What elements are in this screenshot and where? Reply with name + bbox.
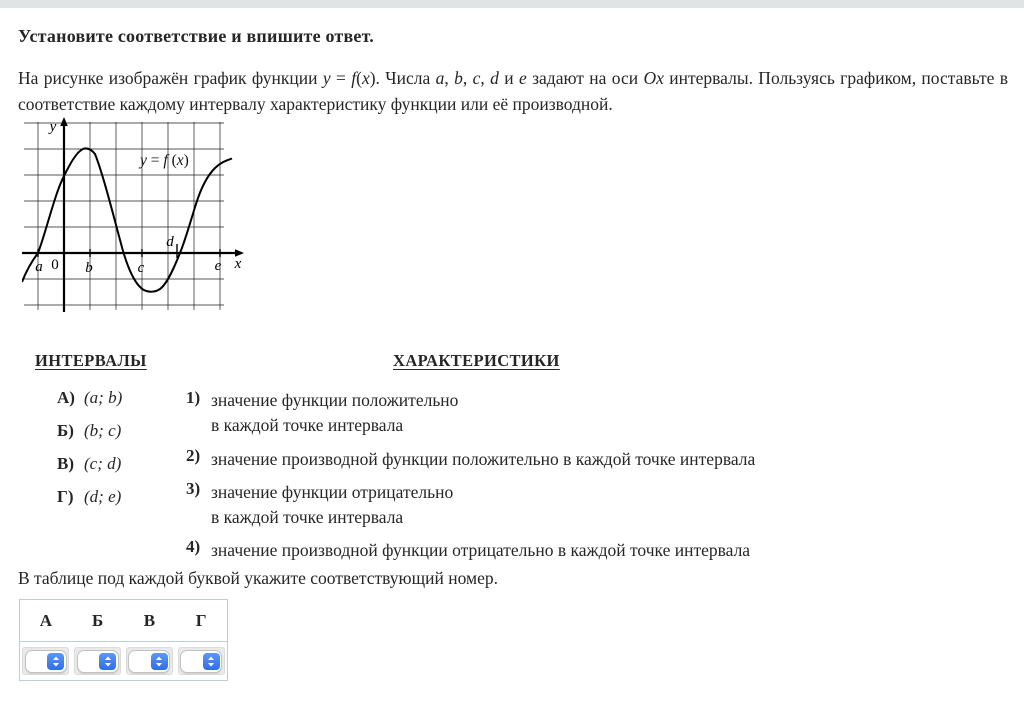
point-label-c: c <box>137 260 145 276</box>
select-stepper-icon <box>151 653 168 670</box>
answer-select-v[interactable] <box>126 647 173 675</box>
select-stepper-icon <box>203 653 220 670</box>
answer-select-b[interactable] <box>74 647 121 675</box>
column-header-v: В <box>143 610 156 630</box>
column-header-g: Г <box>195 610 207 630</box>
point-label-zero: 0 <box>51 257 59 273</box>
axes <box>22 122 239 312</box>
characteristic-number-4: 4) <box>186 537 201 556</box>
table-prompt: В таблице под каждой буквой укажите соответствующий номер. <box>18 568 498 588</box>
curve-equation-label: y = f (x) <box>140 152 189 169</box>
intervals-header: ИНТЕРВАЛЫ <box>35 351 147 370</box>
column-header-a: А <box>39 610 53 630</box>
interval-letter-g: Г) <box>57 487 74 506</box>
characteristics-header: ХАРАКТЕРИСТИКИ <box>393 351 560 370</box>
answer-select-g[interactable] <box>178 647 225 675</box>
interval-expr-g: (d; e) <box>84 487 122 506</box>
function-graph <box>22 116 254 322</box>
grid-lines <box>24 122 224 310</box>
characteristic-text-3: значение функции отрицательно в каждой точке интервала <box>211 482 454 527</box>
answer-table-header <box>20 600 227 642</box>
characteristic-number-1: 1) <box>186 388 201 407</box>
select-stepper-icon <box>99 653 116 670</box>
y-axis-arrow-icon <box>60 117 68 126</box>
y-axis-label: y <box>49 119 57 135</box>
page-title: Установите соответствие и впишите ответ. <box>18 26 374 46</box>
point-label-a: a <box>35 259 43 275</box>
point-label-e: e <box>214 258 222 274</box>
characteristic-text-2: значение производной функции положительно в каждой точке интервала <box>211 449 756 469</box>
interval-expr-b: (b; c) <box>84 421 122 440</box>
characteristic-text-4: значение производной функции отрицательно в каждой точке интервала <box>211 540 751 560</box>
answer-select-a[interactable] <box>22 647 69 675</box>
select-stepper-icon <box>47 653 64 670</box>
column-header-b: Б <box>92 610 104 630</box>
interval-expr-a: (a; b) <box>84 388 123 407</box>
point-label-b: b <box>85 260 93 276</box>
question-text: На рисунке изображён график функции y = f(x). Числа a, b, c, d и e задают на оси Ox интервалы. Пользуясь графиком, поставьте в соответствие каждому интервалу характеристику функции или её производной. <box>18 68 1008 114</box>
axis-ticks <box>38 244 220 258</box>
characteristic-number-3: 3) <box>186 479 201 498</box>
interval-expr-v: (c; d) <box>84 454 122 473</box>
interval-letter-v: В) <box>57 454 74 473</box>
point-label-d: d <box>166 234 174 250</box>
graph-canvas <box>22 116 254 322</box>
x-axis-label: x <box>234 256 242 272</box>
answer-table <box>19 599 228 681</box>
characteristic-text-1: значение функции положительно в каждой точке интервала <box>211 390 459 435</box>
interval-letter-b: Б) <box>57 421 74 440</box>
top-bar <box>0 0 1024 8</box>
answer-table-selects-row <box>20 642 227 680</box>
interval-letter-a: А) <box>57 388 75 407</box>
characteristic-number-2: 2) <box>186 446 201 465</box>
